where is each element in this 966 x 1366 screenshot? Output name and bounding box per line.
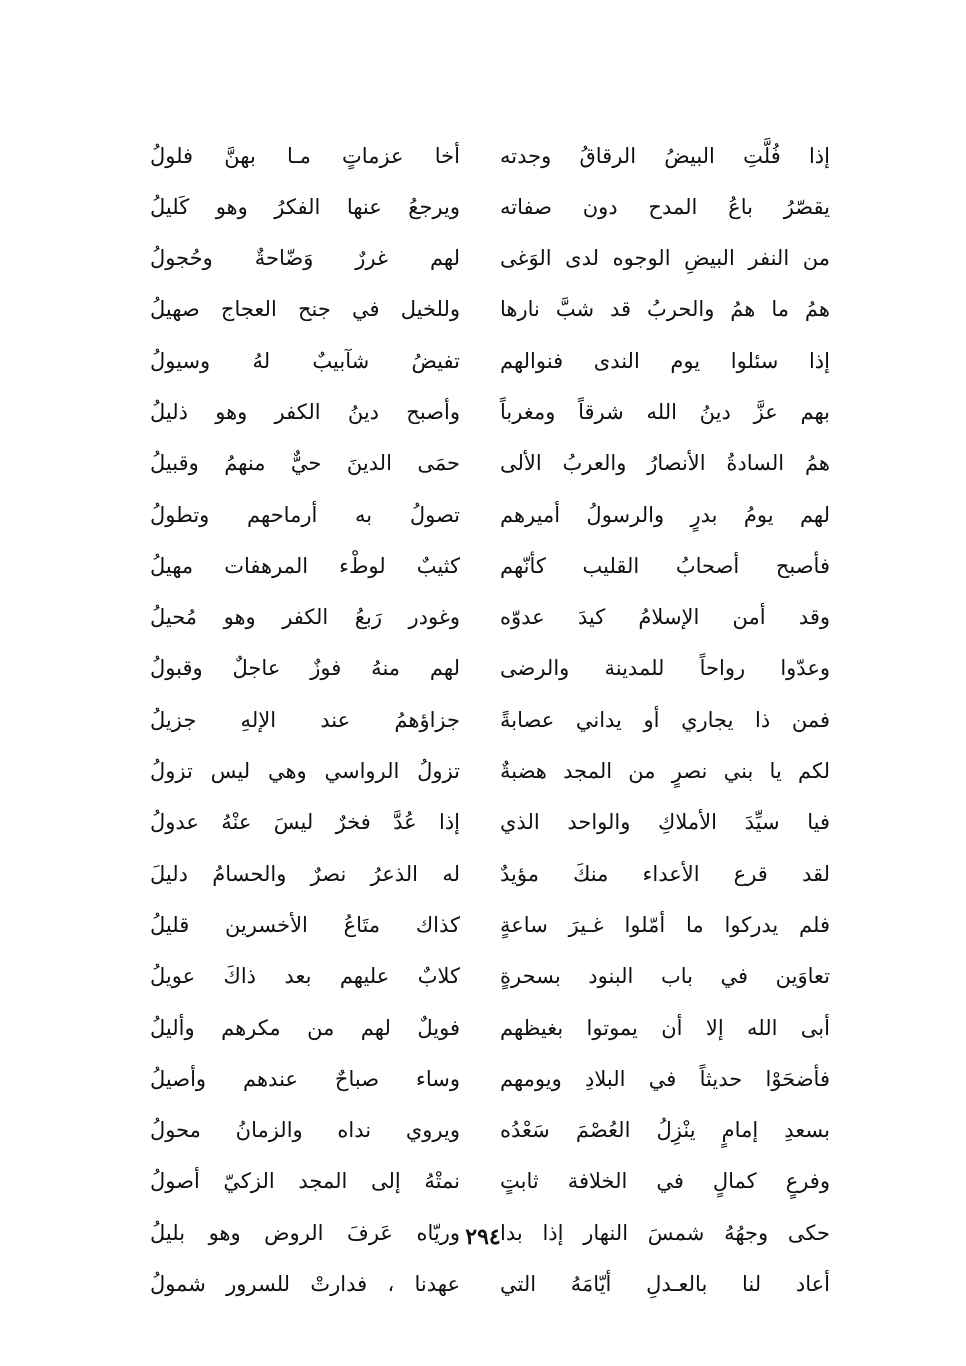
verse-line [150,848,830,899]
poem-block [150,130,830,1310]
verse-second-hemistich: وريّاه عَرفَ الروض وهو بليلُ [150,1220,460,1245]
verse-line [150,1259,830,1310]
verse-second-hemistich: كذاك متَاعُ الأخسرين قليلُ [150,912,460,937]
verse-second-hemistich: كثيبٌ لوطْء المرهفات مهيلُ [150,553,460,578]
verse-first-hemistich: أبى الله إلا أن يموتوا بغيظهم [500,1015,830,1040]
verse-first-hemistich: وعدّوا رواحاً للمدينة والرضى [500,656,830,681]
verse-second-hemistich: وللخيل في جنح العجاج صهيلُ [150,297,460,322]
verse-line [150,130,830,181]
verse-line [150,899,830,950]
verse-first-hemistich: حكى وجهُهُ شمسَ النهار إذا بدا [500,1220,830,1245]
verse-second-hemistich: تزولُ الرواسي وهي ليس تزولُ [150,759,460,784]
verse-second-hemistich: إذا عُدَّ فخرٌ ليسَ عنْهُ عدولُ [150,810,460,835]
verse-first-hemistich: لقد قرع الأعداء منكَ مؤيدٌ [500,861,830,886]
verse-second-hemistich: وغودر رَبعُ الكفر وهو مُحيلُ [150,605,460,630]
verse-line [150,1053,830,1104]
verse-line [150,386,830,437]
verse-first-hemistich: لهم يومُ بدرٍ والرسولُ أميرهم [500,502,830,527]
verse-first-hemistich: بهم عزَّ دينُ الله شرقاً ومغرباً [500,400,830,424]
verse-second-hemistich: أخا عزماتٍ مـا بهنَّ فلولُ [150,143,460,168]
verse-line [150,1002,830,1053]
verse-first-hemistich: فأضحَوْا حديثاً في البلادِ ويومهم [500,1066,830,1091]
verse-second-hemistich: جزاؤهمُ عند الإلهِ جزيلُ [150,707,460,732]
verse-line [150,233,830,284]
verse-first-hemistich: تعاوَين في باب البنود بسحرةٍ [500,964,830,989]
verse-first-hemistich: همُ السادةُ الأنصارُ والعربُ الألى [500,451,830,476]
verse-second-hemistich: تفيضُ شآبيبٌ لهُ وسيولُ [150,348,460,373]
verse-line [150,694,830,745]
verse-second-hemistich: كلابٌ عليهم بعد ذاكَ عويلُ [150,964,460,989]
verse-line [150,1156,830,1207]
verse-line [150,1105,830,1156]
verse-first-hemistich: من النفر البيضِ الوجوه لدى الوَغى [500,246,830,271]
verse-first-hemistich: إذا فُلَّتِ البيضُ الرقاقُ وجدته [500,143,830,168]
verse-line [150,284,830,335]
verse-second-hemistich: عهدنا ، فدارتْ للسرور شمولُ [150,1272,460,1297]
verse-first-hemistich: وقد أمن الإسلامُ كيدَ عدوّه [500,605,830,630]
verse-line [150,438,830,489]
verse-first-hemistich: لكم يا بني نصرٍ من المجد هضبةٌ [500,759,830,784]
verse-second-hemistich: تصولُ به أرماحهم وتطولُ [150,502,460,527]
verse-first-hemistich: همُ ما همُ والحربُ قد شبَّ نارها [500,297,830,322]
verse-second-hemistich: فويلٌ لهم من مكرهم وأليلُ [150,1015,460,1040]
verse-second-hemistich: نمتْهُ إلى المجد الزكيّ أصولُ [150,1169,460,1194]
verse-line [150,746,830,797]
verse-line [150,181,830,232]
verse-second-hemistich: لهم غررٌ وَضّاحةٌ وحُجولُ [150,246,460,271]
verse-second-hemistich: وساء صباحٌ عندهم وأصيلُ [150,1066,460,1091]
verse-first-hemistich: فمن ذا يجاري أو يداني عصابةً [500,707,830,732]
verse-second-hemistich: له الذعرُ نصرٌ والحسامُ دليلَ [150,861,460,886]
verse-first-hemistich: أعاد لنا بالعـدلِ أيّامَهُ التي [500,1272,830,1297]
page-number: ٢٩٤ [465,1224,501,1250]
verse-line [150,335,830,386]
verse-line [150,592,830,643]
verse-second-hemistich: حمَى الدينَ حيٌّ منهمُ وقبيلُ [150,451,460,476]
verse-line [150,797,830,848]
verse-line [150,643,830,694]
verse-line [150,951,830,1002]
verse-second-hemistich: لهم منهُ فوزٌ عاجلٌ وقبولُ [150,656,460,681]
verse-line [150,540,830,591]
verse-second-hemistich: ويروي نداه والزمانُ محولُ [150,1118,460,1143]
verse-first-hemistich: يقصّرُ باعُ المدح دون صفاته [500,194,830,219]
verse-first-hemistich: فيا سيِّدَ الأملاكِ والواحد الذي [500,810,830,835]
verse-first-hemistich: فلم يدركوا ما أمّلوا غـيرَ ساعةٍ [500,912,830,937]
verse-first-hemistich: إذا سئلوا يوم الندى فنوالهم [500,348,830,373]
verse-first-hemistich: بسعدِ إمامٍ ينْزِلُ العُصْمَ سَعْدُه [500,1118,830,1143]
verse-first-hemistich: فأصبح أصحابُ القليب كأنّهم [500,553,830,578]
verse-second-hemistich: ويرجعُ عنها الفكرُ وهو كَليلُ [150,194,460,219]
verse-line [150,489,830,540]
verse-second-hemistich: وأصبح دينُ الكفر وهو ذليلُ [150,400,460,424]
verse-first-hemistich: وفرعٍ كمالٍ في الخلافة ثابتٍ [500,1169,830,1194]
